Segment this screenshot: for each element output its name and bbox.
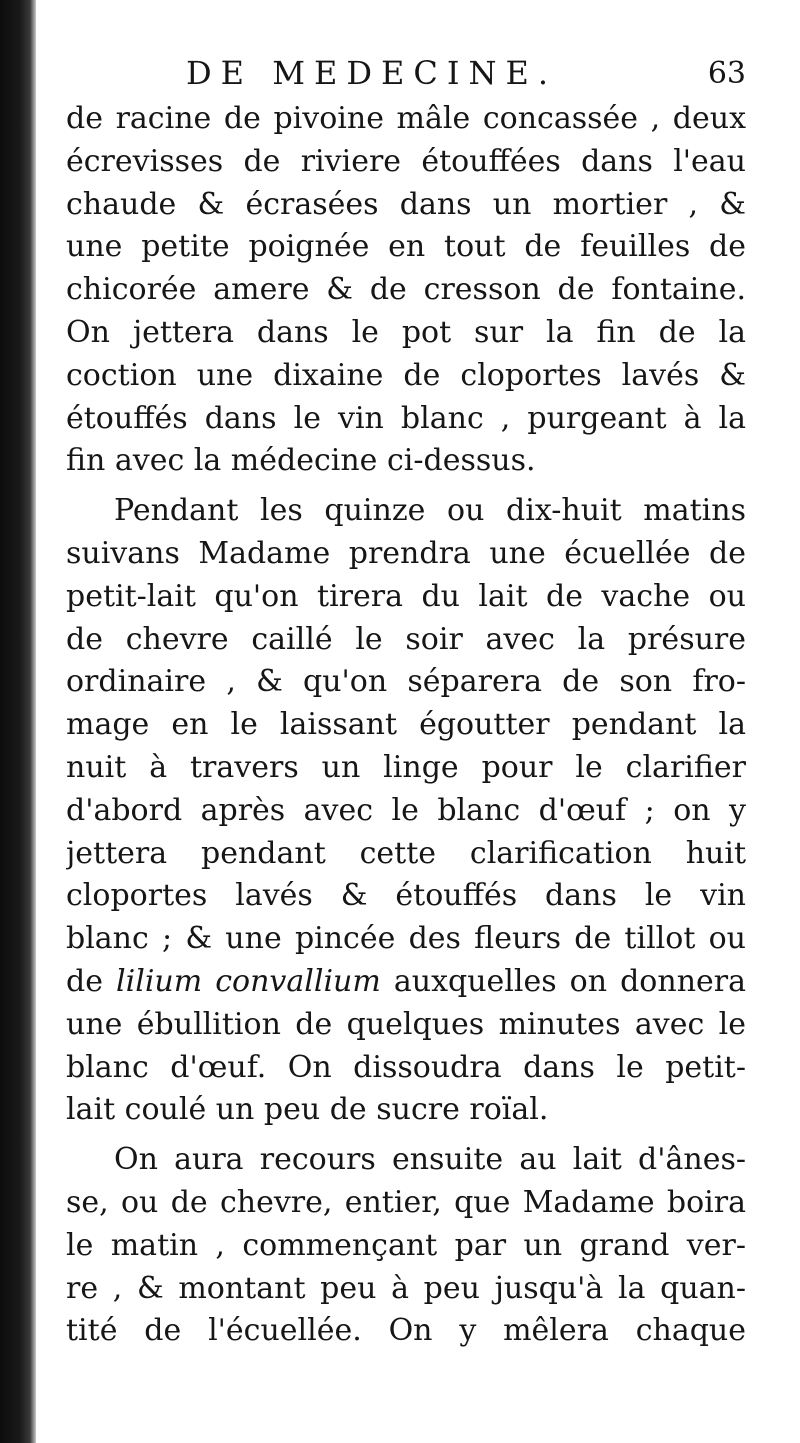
text-line: blanc ; & une pincée des fleurs de tillot ou	[66, 921, 746, 957]
text-line: ordinaire , & qu'on séparera de son fro-	[66, 664, 746, 700]
text-line: cloportes lavés & étouffés dans le vin	[66, 878, 746, 914]
text-line: lait coulé un peu de sucre roïal.	[66, 1092, 549, 1128]
book-page	[36, 0, 800, 1443]
text-line: re , & montant peu à peu jusqu'à la quan-	[66, 1270, 746, 1306]
text-line: de chevre caillé le soir avec la présure	[66, 621, 746, 657]
page-number: 63	[707, 56, 746, 91]
text-line: une petite poignée en tout de feuilles de	[66, 229, 746, 265]
paragraph-gap	[66, 483, 746, 490]
text-line: On aura recours ensuite au lait d'ânes-	[114, 1142, 746, 1178]
paragraph-gap	[66, 1132, 746, 1139]
page-header	[186, 54, 746, 104]
text-line: d'abord après avec le blanc d'œuf ; on y	[66, 792, 746, 828]
text-line: nuit à travers un linge pour le clarifier	[66, 749, 746, 785]
italic-term: lilium convallium	[116, 963, 381, 999]
text-line: petit-lait qu'on tirera du lait de vache ou	[66, 578, 746, 614]
text-line: suivans Madame prendra une écuellée de	[66, 535, 746, 571]
text-line: chicorée amere & de cresson de fontaine.	[66, 272, 746, 308]
text-line: blanc d'œuf. On dissoudra dans le petit-	[66, 1049, 746, 1085]
text-line: jettera pendant cette clarification huit	[66, 835, 746, 871]
text-fragment: de	[66, 963, 103, 999]
text-fragment: auxquelles on donnera	[393, 963, 746, 999]
text-line: mage en le laissant égoutter pendant la	[66, 707, 746, 743]
text-line: Pendant les quinze ou dix-huit matins	[114, 493, 746, 529]
text-line: se, ou de chevre, entier, que Madame boira	[66, 1184, 746, 1220]
running-title: DE MEDECINE.	[186, 54, 557, 92]
text-line: une ébullition de quelques minutes avec le	[66, 1006, 746, 1042]
text-line: tité de l'écuellée. On y mêlera chaque	[66, 1313, 746, 1349]
book-binding-edge	[0, 0, 36, 1443]
text-line: chaude & écrasées dans un mortier , &	[66, 186, 746, 222]
text-line: coction une dixaine de cloportes lavés &	[66, 357, 746, 393]
text-line: le matin , commençant par un grand ver-	[66, 1227, 746, 1263]
text-line: de racine de pivoine mâle concassée , deux	[66, 101, 746, 136]
text-line: écrevisses de riviere étouffées dans l'eau	[66, 143, 746, 179]
text-line: fin avec la médecine ci-dessus.	[66, 443, 536, 479]
text-line: On jettera dans le pot sur la fin de la	[66, 314, 746, 350]
body-text	[66, 98, 746, 1353]
text-line-with-italic	[66, 961, 746, 1004]
text-line: étouffés dans le vin blanc , purgeant à la	[66, 400, 746, 436]
